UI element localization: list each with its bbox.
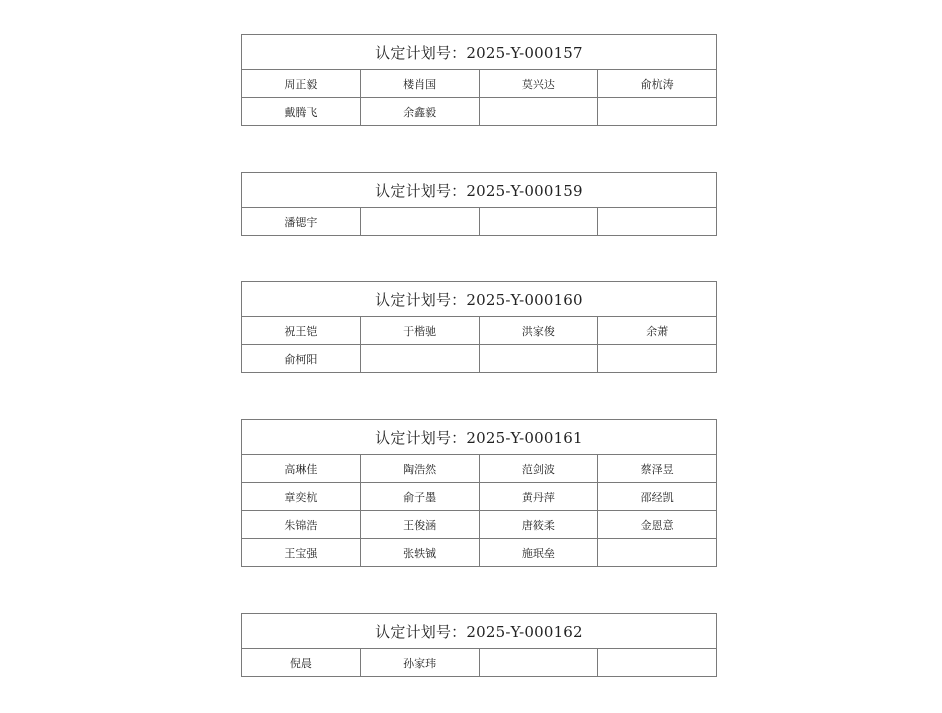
plan-table [241,34,717,126]
name-cell: 倪晨 [242,649,361,677]
plan-title: 认定计划号：2025-Y-000161 [242,420,717,455]
name-cell: 戴腾飞 [242,98,361,126]
plan-title: 认定计划号：2025-Y-000159 [242,173,717,208]
name-cell: 唐筱柔 [479,511,598,539]
plan-table [241,613,717,677]
name-cell: 张轶铖 [360,539,479,567]
name-cell: 洪家俊 [479,317,598,345]
name-cell [360,208,479,236]
name-cell: 蔡泽昱 [598,455,717,483]
name-cell: 周正毅 [242,70,361,98]
name-cell [479,208,598,236]
plan-title: 认定计划号：2025-Y-000162 [242,614,717,649]
name-cell [598,649,717,677]
plan-table [241,281,717,373]
name-cell [598,208,717,236]
name-cell: 余萧 [598,317,717,345]
name-cell [479,345,598,373]
name-cell: 施珉垒 [479,539,598,567]
name-cell: 于楷驰 [360,317,479,345]
name-cell [479,98,598,126]
name-cell: 王宝强 [242,539,361,567]
name-cell [360,345,479,373]
name-cell: 金恩意 [598,511,717,539]
name-cell: 朱锦浩 [242,511,361,539]
name-cell: 余鑫毅 [360,98,479,126]
name-cell [598,98,717,126]
name-cell: 楼肖国 [360,70,479,98]
name-cell [479,649,598,677]
plan-table [241,172,717,236]
name-cell: 祝王铠 [242,317,361,345]
name-cell: 黄丹萍 [479,483,598,511]
name-cell: 孙家玮 [360,649,479,677]
plan-title: 认定计划号：2025-Y-000160 [242,282,717,317]
name-cell: 俞柯阳 [242,345,361,373]
name-cell: 俞子墨 [360,483,479,511]
name-cell: 莫兴达 [479,70,598,98]
name-cell [598,539,717,567]
name-cell: 高琳佳 [242,455,361,483]
plan-title: 认定计划号：2025-Y-000157 [242,35,717,70]
name-cell: 陶浩然 [360,455,479,483]
name-cell: 王俊涵 [360,511,479,539]
name-cell: 范剑波 [479,455,598,483]
name-cell: 章奕杭 [242,483,361,511]
name-cell: 潘锶宇 [242,208,361,236]
plan-table [241,419,717,567]
name-cell: 邵经凯 [598,483,717,511]
name-cell [598,345,717,373]
name-cell: 俞杭涛 [598,70,717,98]
